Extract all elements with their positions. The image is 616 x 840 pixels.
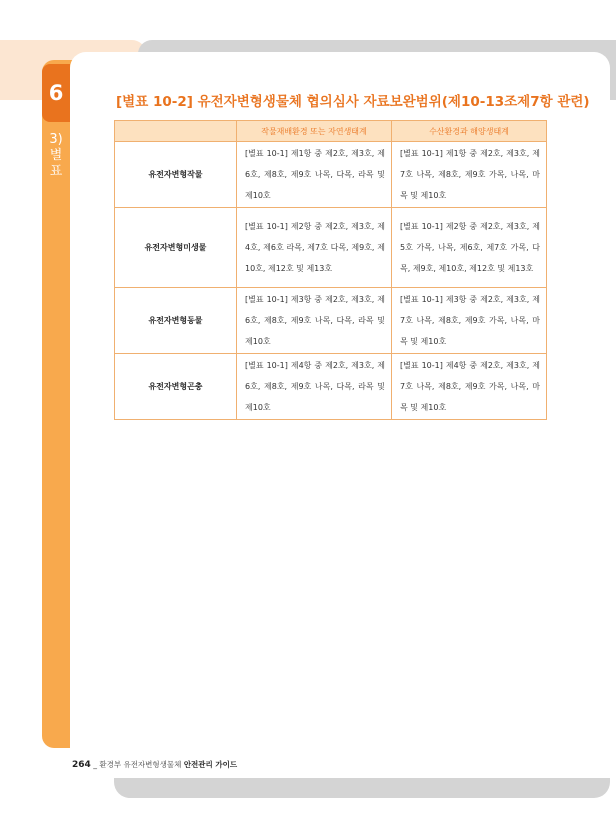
page-footer (72, 759, 237, 770)
section-char-2: 표 (49, 164, 63, 179)
footer-text: 환경부 유전자변형생물체 (99, 760, 182, 769)
table-cell: [별표 10-1] 제3항 중 제2호, 제3호, 제6호, 제8호, 제9호 나목, 다목, 라목 및 제10호 (237, 288, 392, 354)
table-row (115, 288, 547, 354)
table-cell: [별표 10-1] 제4항 중 제2호, 제3호, 제6호, 제8호, 제9호 나목, 다목, 라목 및 제10호 (237, 354, 392, 420)
data-table (114, 120, 547, 420)
row-label: 유전자변형곤충 (115, 354, 237, 420)
table-cell: [별표 10-1] 제1항 중 제2호, 제3호, 제6호, 제8호, 제9호 나목, 다목, 라목 및 제10호 (237, 142, 392, 208)
table-cell: [별표 10-1] 제1항 중 제2호, 제3호, 제7호 나목, 제8호, 제9호 가목, 나목, 마목 및 제10호 (392, 142, 547, 208)
chapter-number: 6 (42, 64, 70, 122)
header-empty (115, 121, 237, 142)
section-char-1: 별 (49, 148, 63, 163)
table-row (115, 208, 547, 288)
table-header-row (115, 121, 547, 142)
footer-bold-text: 안전관리 가이드 (183, 760, 238, 769)
table-cell: [별표 10-1] 제3항 중 제2호, 제3호, 제7호 나목, 제8호, 제9호 가목, 나목, 마목 및 제10호 (392, 288, 547, 354)
table-row (115, 354, 547, 420)
section-label (46, 132, 66, 180)
table-cell: [별표 10-1] 제2항 중 제2호, 제3호, 제5호 가목, 나목, 제6호, 제7호 가목, 다목, 제9호, 제10호, 제12호 및 제13호 (392, 208, 547, 288)
row-label: 유전자변형동물 (115, 288, 237, 354)
header-marine-environment: 수산환경과 해양생태계 (392, 121, 547, 142)
page-title: [별표 10-2] 유전자변형생물체 협의심사 자료보완범위(제10-13조제7항 관련) (116, 94, 590, 110)
table-row (115, 142, 547, 208)
header-crop-environment: 작물재배환경 또는 자연생태계 (237, 121, 392, 142)
page-number: 264 (72, 760, 91, 770)
footer-separator: _ (93, 760, 97, 769)
section-number: 3) (49, 132, 63, 147)
row-label: 유전자변형작물 (115, 142, 237, 208)
table-cell: [별표 10-1] 제4항 중 제2호, 제3호, 제7호 나목, 제8호, 제9호 가목, 나목, 마목 및 제10호 (392, 354, 547, 420)
table-cell: [별표 10-1] 제2항 중 제2호, 제3호, 제4호, 제6호 라목, 제7호 다목, 제9호, 제10호, 제12호 및 제13호 (237, 208, 392, 288)
row-label: 유전자변형미생물 (115, 208, 237, 288)
